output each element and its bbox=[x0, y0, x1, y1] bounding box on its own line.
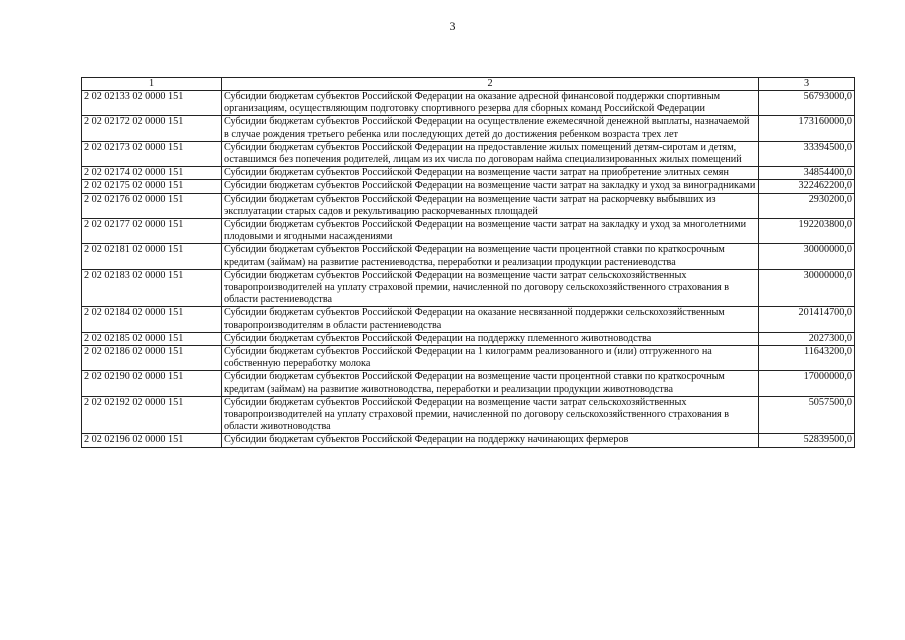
row-name: Субсидии бюджетам субъектов Российской Федерации на оказание несвязанной поддержки сельскохозяйственным товаропроизводителям в области растениеводства bbox=[222, 307, 759, 332]
row-name: Субсидии бюджетам субъектов Российской Федерации на возмещение части затрат на закладку и уход за виноградниками bbox=[222, 180, 759, 193]
row-code: 2 02 02192 02 0000 151 bbox=[82, 396, 222, 434]
table-row bbox=[82, 332, 855, 345]
row-amount: 30000000,0 bbox=[759, 244, 855, 269]
table-row bbox=[82, 396, 855, 434]
row-code: 2 02 02185 02 0000 151 bbox=[82, 332, 222, 345]
row-amount: 11643200,0 bbox=[759, 346, 855, 371]
row-amount: 2027300,0 bbox=[759, 332, 855, 345]
column-header-name: 2 bbox=[222, 78, 759, 91]
row-name: Субсидии бюджетам субъектов Российской Федерации на осуществление ежемесячной денежной выплаты, назначаемой в случае рождения третьего ребенка или последующих детей до достижения ребенком возраста трех лет bbox=[222, 116, 759, 141]
page-number: 3 bbox=[449, 19, 456, 33]
table-row bbox=[82, 91, 855, 116]
row-amount: 34854400,0 bbox=[759, 167, 855, 180]
row-name: Субсидии бюджетам субъектов Российской Федерации на возмещение части затрат сельскохозяйственных товаропроизводителей на уплату страховой премии, начисленной по договору сельскохозяйственного страхования в области животноводства bbox=[222, 396, 759, 434]
row-name: Субсидии бюджетам субъектов Российской Федерации на 1 килограмм реализованного и (или) отгруженного на собственную переработку молока bbox=[222, 346, 759, 371]
table-row bbox=[82, 116, 855, 141]
row-amount: 322462200,0 bbox=[759, 180, 855, 193]
table-row bbox=[82, 244, 855, 269]
row-code: 2 02 02174 02 0000 151 bbox=[82, 167, 222, 180]
table-row bbox=[82, 434, 855, 447]
row-name: Субсидии бюджетам субъектов Российской Федерации на возмещение части затрат на закладку и уход за многолетними плодовыми и ягодными насаждениями bbox=[222, 219, 759, 244]
row-amount: 30000000,0 bbox=[759, 269, 855, 307]
row-name: Субсидии бюджетам субъектов Российской Федерации на оказание адресной финансовой поддержки спортивным организациям, осуществляющим подготовку спортивного резерва для сборных команд Российской Федерации bbox=[222, 91, 759, 116]
row-code: 2 02 02175 02 0000 151 bbox=[82, 180, 222, 193]
table-row bbox=[82, 269, 855, 307]
table-header-row bbox=[82, 78, 855, 91]
row-code: 2 02 02173 02 0000 151 bbox=[82, 141, 222, 166]
row-code: 2 02 02186 02 0000 151 bbox=[82, 346, 222, 371]
column-header-amount: 3 bbox=[759, 78, 855, 91]
table-body bbox=[82, 91, 855, 448]
table-row bbox=[82, 180, 855, 193]
table-row bbox=[82, 307, 855, 332]
row-code: 2 02 02181 02 0000 151 bbox=[82, 244, 222, 269]
row-code: 2 02 02190 02 0000 151 bbox=[82, 371, 222, 396]
row-name: Субсидии бюджетам субъектов Российской Федерации на возмещение части затрат сельскохозяйственных товаропроизводителей на уплату страховой премии, начисленной по договору сельскохозяйственного страхования в области растениеводства bbox=[222, 269, 759, 307]
column-header-code: 1 bbox=[82, 78, 222, 91]
table-row bbox=[82, 371, 855, 396]
row-code: 2 02 02183 02 0000 151 bbox=[82, 269, 222, 307]
budget-table bbox=[81, 77, 855, 448]
row-code: 2 02 02196 02 0000 151 bbox=[82, 434, 222, 447]
row-amount: 2930200,0 bbox=[759, 193, 855, 218]
row-name: Субсидии бюджетам субъектов Российской Федерации на поддержку начинающих фермеров bbox=[222, 434, 759, 447]
row-code: 2 02 02172 02 0000 151 bbox=[82, 116, 222, 141]
table-row bbox=[82, 193, 855, 218]
row-amount: 192203800,0 bbox=[759, 219, 855, 244]
row-amount: 33394500,0 bbox=[759, 141, 855, 166]
table-row bbox=[82, 141, 855, 166]
row-name: Субсидии бюджетам субъектов Российской Федерации на возмещение части затрат на приобретение элитных семян bbox=[222, 167, 759, 180]
row-code: 2 02 02133 02 0000 151 bbox=[82, 91, 222, 116]
row-name: Субсидии бюджетам субъектов Российской Федерации на поддержку племенного животноводства bbox=[222, 332, 759, 345]
row-amount: 173160000,0 bbox=[759, 116, 855, 141]
row-amount: 17000000,0 bbox=[759, 371, 855, 396]
row-code: 2 02 02176 02 0000 151 bbox=[82, 193, 222, 218]
row-name: Субсидии бюджетам субъектов Российской Федерации на возмещение части процентной ставки по краткосрочным кредитам (займам) на развитие растениеводства, переработки и реализации продукции растениеводства bbox=[222, 244, 759, 269]
row-code: 2 02 02177 02 0000 151 bbox=[82, 219, 222, 244]
row-amount: 201414700,0 bbox=[759, 307, 855, 332]
row-amount: 52839500,0 bbox=[759, 434, 855, 447]
table-row bbox=[82, 167, 855, 180]
row-amount: 5057500,0 bbox=[759, 396, 855, 434]
table-row bbox=[82, 219, 855, 244]
row-name: Субсидии бюджетам субъектов Российской Федерации на возмещение части затрат на раскорчевку выбывших из эксплуатации старых садов и рекультивацию раскорчеванных площадей bbox=[222, 193, 759, 218]
row-name: Субсидии бюджетам субъектов Российской Федерации на возмещение части процентной ставки по краткосрочным кредитам (займам) на развитие животноводства, переработки и реализации продукции животноводства bbox=[222, 371, 759, 396]
row-code: 2 02 02184 02 0000 151 bbox=[82, 307, 222, 332]
row-amount: 56793000,0 bbox=[759, 91, 855, 116]
row-name: Субсидии бюджетам субъектов Российской Федерации на предоставление жилых помещений детям-сиротам и детям, оставшимся без попечения родителей, лицам из их числа по договорам найма специализированных жилых помещений bbox=[222, 141, 759, 166]
table-row bbox=[82, 346, 855, 371]
